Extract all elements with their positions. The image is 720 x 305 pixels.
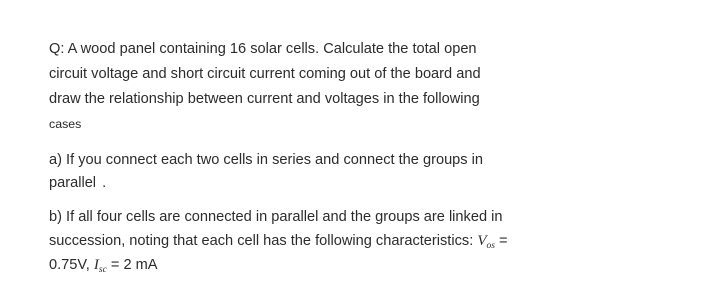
- question-line-4: cases: [49, 117, 82, 131]
- voc-symbol: [477, 233, 495, 249]
- question-line-1: Q: A wood panel containing 16 solar cells. Calculate the total open: [49, 41, 477, 57]
- voc-symbol-letter: V: [477, 233, 487, 249]
- part-a-line-2-text: parallel: [49, 175, 97, 191]
- question-line-2: circuit voltage and short circuit current coming out of the board and: [49, 66, 481, 82]
- isc-subscript: sc: [98, 265, 107, 275]
- voc-subscript: os: [486, 241, 495, 251]
- part-a-line-2: [49, 174, 106, 192]
- part-a-line-1: a) If you connect each two cells in series and connect the groups in: [49, 152, 484, 168]
- part-b-line-2: [49, 232, 508, 250]
- isc-symbol-letter: I: [93, 257, 99, 273]
- part-b-line-2-text: succession, noting that each cell has the following characteristics:: [49, 233, 478, 249]
- part-a-period: .: [102, 175, 107, 191]
- part-b-line-2-equals: =: [494, 233, 508, 249]
- voc-value: 0.75V,: [49, 257, 94, 273]
- question-line-3: draw the relationship between current and voltages in the following: [49, 91, 480, 107]
- isc-symbol: [94, 257, 107, 273]
- part-b-line-1: b) If all four cells are connected in parallel and the groups are linked in: [49, 209, 503, 225]
- part-b-line-3: [49, 256, 158, 274]
- isc-value: = 2 mA: [106, 257, 158, 273]
